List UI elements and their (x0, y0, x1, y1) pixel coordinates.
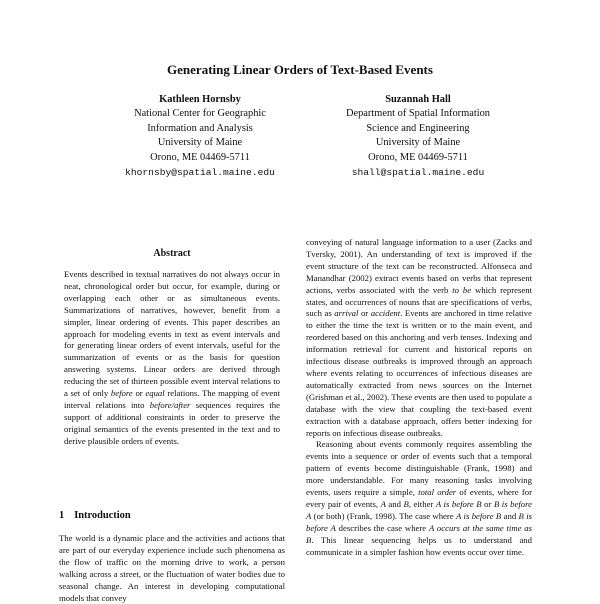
author-affiliation-line: Department of Spatial Information (346, 108, 490, 120)
author-email: shall@spatial.maine.edu (351, 167, 485, 179)
abstract-heading: Abstract (153, 248, 191, 259)
author-block-2 (318, 93, 518, 180)
author-affiliation-line: University of Maine (375, 137, 461, 149)
author-name: Suzannah Hall (385, 94, 451, 105)
author-address: Orono, ME 04469-5711 (150, 151, 250, 163)
body-paragraph: Reasoning about events commonly requires assembling the events into a sequence or order of events such that a temporal pattern of events become distinguishable (Frank, 1998) and more understandable. For many reasoning tasks involving events, users require a simple, total order of events, where for every pair of events, A and B, either A is before B or B is before A (or both) (Frank, 1998). The case where A is before B and B is before A describes the case where A occurs at the same time as B. This linear sequencing helps us to understand and communicate in a simpler fashion how events occur over time. (306, 439, 532, 557)
paper-title: Generating Linear Orders of Text-Based Events (167, 62, 433, 77)
body-paragraph: conveying of natural language information to a user (Zacks and Tversky, 2001). An understanding of text is improved if the event structure of the text can be reconstructed. Alfonseca and Manandhar (2002) extract events based on verbs that represent actions, verbs associated with the verb to be which represent states, and occurrences of nouns that are specifications of verbs, such as arrival or accident. Events are anchored in time relative to either the time the text is written or to the main event, and reordered based on this anchoring and verb tenses. Indexing and information retrieval for current and historical reports on infectious disease outbreaks is improved through an approach where events relating to occurrences of infectious diseases are automatically extracted from news sources on the Internet (Grishman et al., 2002). These events are then used to populate a database with the view that coupling the text-based event extraction with a database approach, offers better indexing for reports on infectious disease outbreaks. (306, 237, 532, 438)
author-block-1 (100, 93, 300, 180)
author-affiliation-line: Science and Engineering (366, 122, 470, 134)
right-column (306, 237, 532, 558)
section-number: 1 (59, 510, 65, 521)
author-affiliation-line: University of Maine (157, 137, 243, 149)
author-address: Orono, ME 04469-5711 (368, 151, 468, 163)
section-heading-introduction (59, 510, 131, 521)
author-affiliation-line: National Center for Geographic (134, 108, 266, 120)
author-affiliation-line: Information and Analysis (147, 122, 253, 134)
abstract-text: Events described in textual narratives do not always occur in neat, chronological order but occur, for example, during or overlapping each other or as simultaneous events. Summarizations of narratives, however, benefit from a simpler, linear ordering of events. This paper describes an approach for modeling events in text as event intervals and for generating linear orders of event intervals, useful for the summarization of events or as the basis for question answering systems. Linear orders are derived through reducing the set of thirteen possible event interval relations to a set of only before or equal relations. The mapping of event interval relations into before/after sequences requires the support of additional constraints in order to preserve the original semantics of the events presented in the text and to derive plausible orders of events. (64, 269, 281, 446)
introduction-text: The world is a dynamic place and the activities and actions that are part of our everyday experience include such phenomena as the flow of traffic on the morning drive to work, a person walking across a street, or the fluctuation of water bodies due to seasonal change. An interest in developing computational models that convey (59, 533, 285, 603)
section-title: Introduction (74, 510, 131, 521)
author-name: Kathleen Hornsby (159, 94, 241, 105)
author-email: khornsby@spatial.maine.edu (125, 167, 275, 179)
